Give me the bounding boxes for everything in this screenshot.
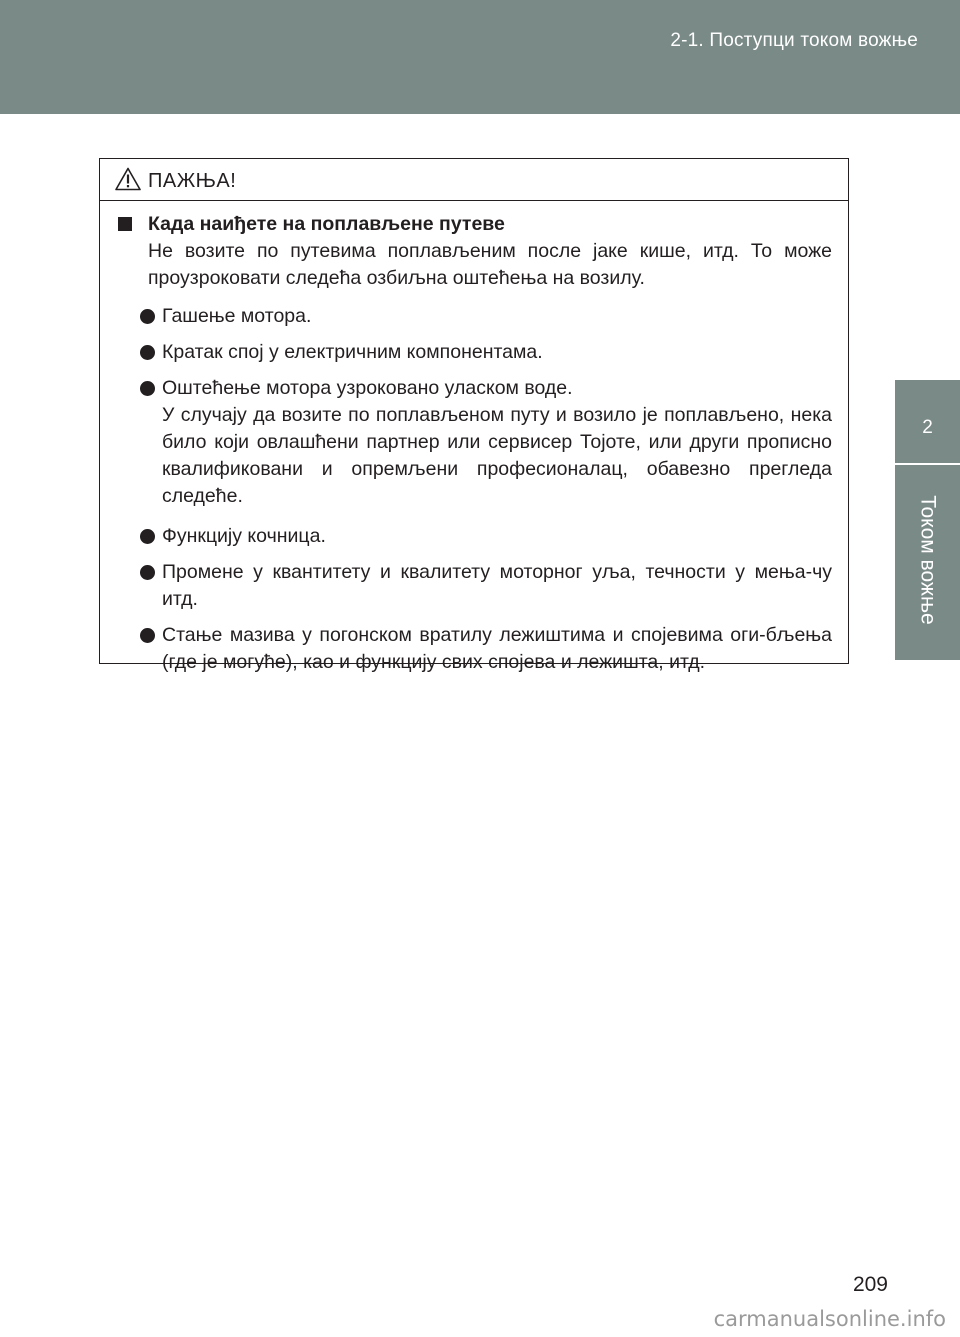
bullet-dot-icon bbox=[140, 628, 155, 643]
list-item-text: Промене у квантитету и квалитету моторног уља, течности у мења-чу итд. bbox=[162, 561, 832, 610]
bullet-dot-icon bbox=[140, 565, 155, 580]
list-item bbox=[118, 622, 832, 676]
bullet-dot-icon bbox=[140, 345, 155, 360]
bullet-dot-icon bbox=[140, 529, 155, 544]
list-item bbox=[118, 523, 832, 550]
chapter-title-vertical bbox=[880, 480, 960, 640]
bullet-dot-icon bbox=[140, 381, 155, 396]
list-item-text: Оштећење мотора узроковано уласком воде. bbox=[162, 377, 573, 399]
list-item-text: Функцију кочница. bbox=[162, 525, 326, 547]
watermark: carmanualsonline.info bbox=[713, 1307, 946, 1331]
section-title-text: Када наиђете на поплављене путеве bbox=[148, 213, 505, 235]
caution-box bbox=[99, 158, 849, 673]
list-item bbox=[118, 303, 832, 330]
list-item-text: Гашење мотора. bbox=[162, 305, 312, 327]
side-tab-divider bbox=[895, 463, 960, 465]
caution-label: ПАЖЊА! bbox=[148, 170, 237, 192]
chapter-number: 2 bbox=[922, 417, 933, 438]
list-item-text: Кратак спој у електричним компонентама. bbox=[162, 341, 543, 363]
caution-section-title bbox=[118, 211, 832, 238]
chapter-title: Током вожње bbox=[916, 495, 940, 625]
warning-triangle-icon bbox=[115, 167, 141, 191]
list-item bbox=[118, 339, 832, 366]
list-item-note: У случају да возите по поплављеном путу и возило је поплављено, нека било који овлашћени партнер или сервисер Тојоте, или други прописно квалификовани и опремљени професионалац, обавезно прегледа следеће. bbox=[162, 404, 832, 507]
caution-body bbox=[118, 211, 832, 676]
bullet-dot-icon bbox=[140, 309, 155, 324]
caution-header bbox=[100, 159, 848, 201]
list-item-text: Стање мазива у погонском вратилу лежиштима и спојевима оги-бљења (где је могуће), као и функцију свих спојева и лежишта, итд. bbox=[162, 624, 832, 673]
page-number: 209 bbox=[852, 1273, 888, 1296]
header-band bbox=[0, 0, 960, 114]
list-item bbox=[118, 559, 832, 613]
square-bullet-icon bbox=[118, 217, 132, 231]
section-title: 2-1. Поступци током вожње bbox=[670, 30, 918, 51]
list-item bbox=[118, 375, 832, 510]
section-intro: Не возите по путевима поплављеним после јаке кише, итд. То може проузроковати следећа озбиљна оштећења на возилу. bbox=[148, 240, 832, 289]
